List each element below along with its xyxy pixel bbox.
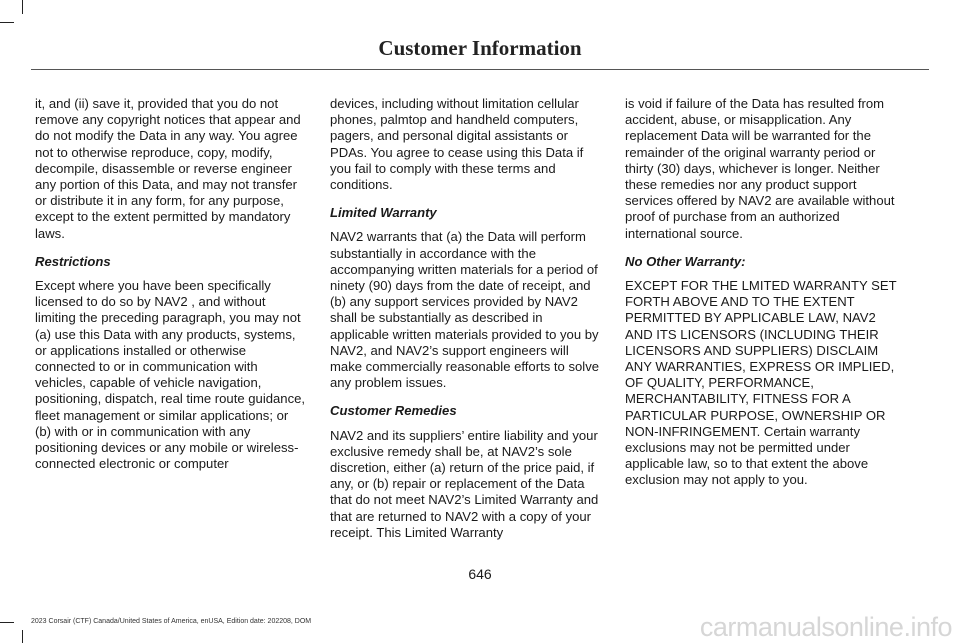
section-heading: Limited Warranty — [330, 205, 437, 221]
body-paragraph: it, and (ii) save it, provided that you do not remove any copyright notices that appear and do not modify the Data in any way. You agree not to otherwise reproduce, copy, modify, decompile, disassemble or reverse engineer any portion of this Data, and may not transfer or distribute it in any form, for any purpose, except to the extent permitted by mandatory laws. — [35, 96, 301, 241]
body-paragraph: devices, including without limitation cellular phones, palmtop and handheld computers, pagers, and personal digital assistants or PDAs. You agree to cease using this Data if you fail to comply with these terms and conditions. — [330, 96, 584, 193]
text-column-3 — [625, 96, 897, 501]
watermark: carmanualsonline.info — [699, 612, 952, 642]
body-paragraph: NAV2 warrants that (a) the Data will perform substantially in accordance with the accompanying written materials for a period of ninety (90) days from the date of receipt, and (b) any support services provided by NAV2 shall be substantially as described in applicable written materials provided to you by NAV2, and NAV2’s support engineers will make commercially reasonable efforts to solve any problem issues. — [330, 229, 600, 391]
crop-mark — [0, 22, 14, 23]
body-paragraph: NAV2 and its suppliers’ entire liability and your exclusive remedy shall be, at NAV2’s sole discretion, either (a) return of the price paid, if any, or (b) repair or replacement of the Data that do not meet NAV2’s Limited Warranty and that are returned to NAV2 with a copy of your receipt. This Limited Warranty — [330, 427, 599, 540]
body-paragraph: Except where you have been specifically licensed to do so by NAV2 , and without limiting the preceding paragraph, you may not (a) use this Data with any products, systems, or applications installed or otherwise connected to or in communication with vehicles, capable of vehicle navigation, positioning, dispatch, real time route guidance, fleet management or similar applications; or (b) with or in communication with any positioning devices or any mobile or wireless-connected electronic or computer — [35, 278, 306, 472]
body-paragraph: is void if failure of the Data has resulted from accident, abuse, or misapplication. Any replacement Data will be warranted for the remainder of the original warranty period or thirty (30) days, whichever is longer. Neither these remedies nor any product support services offered by NAV2 are available without proof of purchase from an authorized international source. — [625, 96, 895, 241]
crop-mark — [0, 622, 14, 623]
body-paragraph: EXCEPT FOR THE LMITED WARRANTY SET FORTH ABOVE AND TO THE EXTENT PERMITTED BY APPLICABLE LAW, NAV2 AND ITS LICENSORS (INCLUDING THEIR LICENSORS AND SUPPLIERS) DISCLAIM ANY WARRANTIES, EXPRESS OR IMPLIED, OF QUALITY, PERFORMANCE, MERCHANTABILITY, FITNESS FOR A PARTICULAR PURPOSE, OWNERSHIP OR NON-INFRINGEMENT. Certain warranty exclusions may not be permitted under applicable law, so to that extent the above exclusion may not apply to you. — [625, 278, 897, 488]
header-rule — [31, 69, 929, 70]
text-column-1 — [35, 96, 307, 484]
section-heading: Restrictions — [35, 253, 111, 269]
page-title: Customer Information — [378, 36, 582, 60]
section-heading: Customer Remedies — [330, 403, 457, 419]
page-number: 646 — [468, 566, 492, 582]
crop-mark — [22, 0, 23, 14]
text-column-2 — [330, 96, 602, 553]
section-heading: No Other Warranty: — [625, 253, 746, 269]
crop-mark — [22, 630, 23, 643]
footer-edition-text: 2023 Corsair (CTF) Canada/United States of America, enUSA, Edition date: 202208, DOM — [31, 618, 312, 625]
